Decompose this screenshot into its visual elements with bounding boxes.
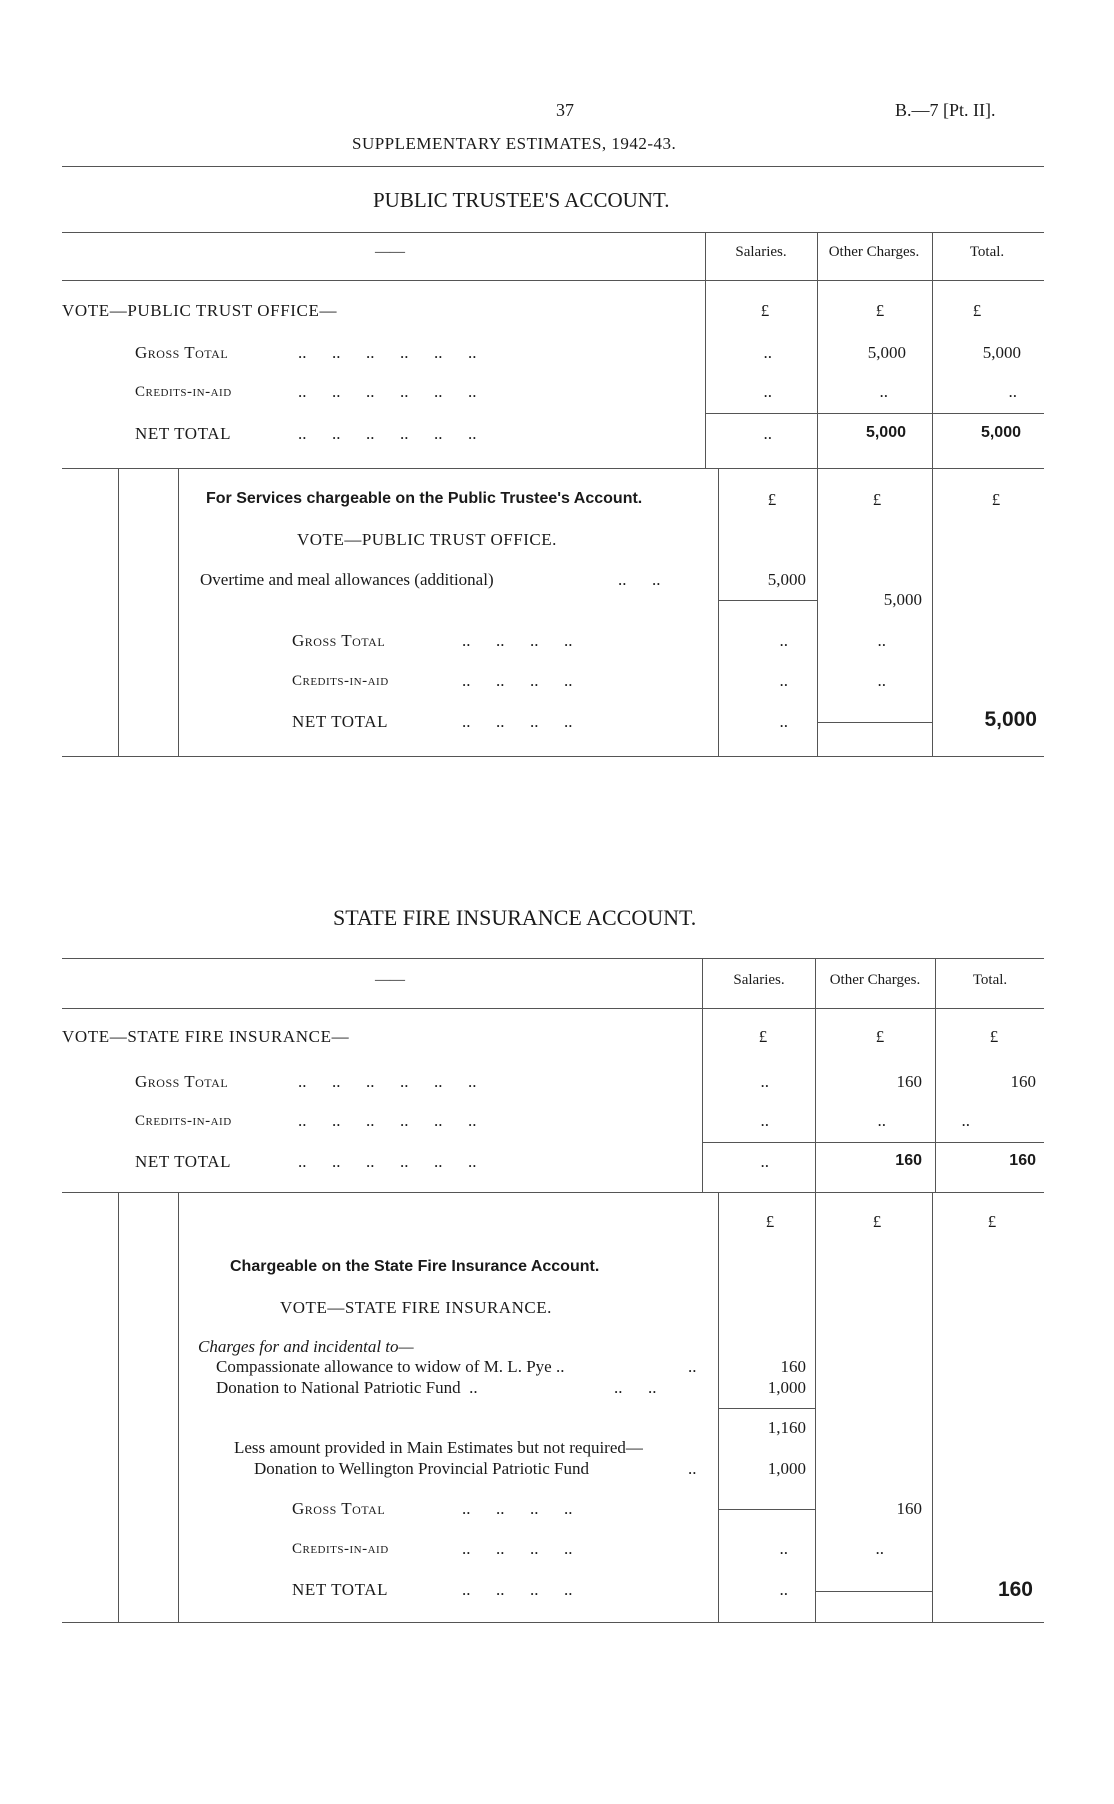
pound-sign: £ [991,490,1001,509]
subtotal-rule [718,1408,815,1409]
column-header-salaries: Salaries. [735,244,787,260]
row-label-credits-in-aid: Credits-in-aid [292,673,389,689]
item-value: 1,000 [767,1378,806,1397]
margin-rule [178,468,179,756]
cell-salaries: .. [760,1152,769,1171]
row-label-credits-in-aid: Credits-in-aid [135,384,232,400]
cell-salaries: .. [763,424,772,443]
dot-leader: .. .. .. .. .. .. [298,343,477,362]
row-label-credits-in-aid: Credits-in-aid [135,1113,232,1129]
dot-leader: .. .. .. .. .. .. [298,1111,477,1130]
row-label-net-total: NET TOTAL [135,1152,232,1171]
net-total-value: 5,000 [984,708,1037,731]
page-title: SUPPLEMENTARY ESTIMATES, 1942-43. [352,134,677,153]
dot-leader: .. .. .. .. [462,1580,573,1599]
dot-leader: .. .. .. .. .. .. [298,382,477,401]
pound-sign: £ [760,301,770,320]
row-label-gross-total: Gross Total [135,1072,229,1091]
dot-leader: .. .. [614,1378,657,1397]
subtotal-rule [718,600,817,601]
row-label-credits-in-aid: Credits-in-aid [292,1541,389,1557]
less-label: Less amount provided in Main Estimates but not required— [234,1438,643,1457]
vote-line: VOTE—PUBLIC TRUST OFFICE— [62,301,338,320]
column-divider [718,468,719,756]
cell-other-charges: 160 [896,1499,922,1518]
net-total-value: 160 [997,1578,1033,1601]
table-top-rule [62,232,1044,233]
total-rule [817,722,932,723]
dot-leader: .. .. .. .. .. .. [298,1152,477,1171]
pound-sign: £ [972,301,982,320]
cell-salaries: .. [763,382,772,401]
charges-intro: Charges for and incidental to— [198,1337,414,1356]
pound-sign: £ [872,1212,882,1231]
cell-total: 5,000 [982,343,1021,362]
cell-salaries: .. [779,1539,788,1558]
cell-other-charges: 160 [896,1072,922,1091]
cell-other-charges: 5,000 [867,343,906,362]
margin-rule [178,1192,179,1622]
pound-sign: £ [872,490,882,509]
cell-other-charges: .. [877,1111,886,1130]
cell-total: 160 [1010,1072,1036,1091]
item-value: 160 [780,1357,806,1376]
detail-vote: VOTE—STATE FIRE INSURANCE. [280,1298,552,1317]
total-rule [702,1142,1044,1143]
pound-sign: £ [875,1027,885,1046]
cell-total: .. [1008,382,1017,401]
section-heading-public-trustee: PUBLIC TRUSTEE'S ACCOUNT. [373,188,670,212]
detail-heading: Chargeable on the State Fire Insurance Account. [230,1258,600,1275]
row-label-net-total: NET TOTAL [135,424,232,443]
column-header-blank: —— [375,244,405,260]
item-value: 5,000 [767,570,806,589]
cell-other-charges: .. [879,382,888,401]
pound-sign: £ [765,1212,775,1231]
header-rule-bottom [62,1008,1044,1009]
pound-sign: £ [987,1212,997,1231]
page-number: 37 [556,100,574,120]
table-top-rule [62,958,1044,959]
dot-leader: .. .. [618,570,661,589]
subtotal-value: 5,000 [883,590,922,609]
column-divider [817,468,818,756]
row-label-net-total: NET TOTAL [292,1580,389,1599]
item-label: Overtime and meal allowances (additional) [200,570,494,589]
pound-sign: £ [758,1027,768,1046]
cell-salaries: .. [760,1111,769,1130]
section-bottom-rule [62,756,1044,757]
subtotal-value: 1,160 [767,1418,806,1437]
section-heading-state-fire: STATE FIRE INSURANCE ACCOUNT. [333,905,697,930]
dot-leader: .. [688,1357,697,1376]
header-rule-bottom [62,280,1044,281]
cell-salaries: .. [779,671,788,690]
detail-vote: VOTE—PUBLIC TRUST OFFICE. [297,530,557,549]
cell-total: 160 [1009,1152,1036,1169]
column-header-salaries: Salaries. [733,972,785,988]
cell-total: .. [961,1111,970,1130]
dot-leader: .. .. .. .. [462,671,573,690]
dot-leader: .. .. .. .. [462,1539,573,1558]
row-label-gross-total: Gross Total [135,343,229,362]
row-label-net-total: NET TOTAL [292,712,389,731]
cell-other-charges: .. [875,1539,884,1558]
pound-sign: £ [767,490,777,509]
column-divider [718,1192,719,1622]
document-reference: B.—7 [Pt. II]. [895,100,996,120]
section-bottom-rule [62,1622,1044,1623]
vote-line: VOTE—STATE FIRE INSURANCE— [62,1027,350,1046]
item-label: Donation to National Patriotic Fund .. [216,1378,478,1397]
column-header-other-charges: Other Charges. [828,244,920,260]
dot-leader: .. .. .. .. [462,712,573,731]
header-rule [62,166,1044,167]
cell-other-charges: 160 [895,1152,922,1169]
dot-leader: .. .. .. .. [462,631,573,650]
cell-other-charges: .. [877,631,886,650]
column-divider [932,1192,933,1622]
dot-leader: .. [688,1459,697,1478]
cell-salaries: .. [760,1072,769,1091]
row-label-gross-total: Gross Total [292,1499,386,1518]
row-label-gross-total: Gross Total [292,631,386,650]
cell-salaries: .. [779,631,788,650]
pound-sign: £ [875,301,885,320]
cell-salaries: .. [763,343,772,362]
total-rule [718,1509,815,1510]
cell-other-charges: .. [877,671,886,690]
column-header-total: Total. [969,244,1005,260]
total-rule [815,1591,932,1592]
cell-salaries: .. [779,712,788,731]
cell-salaries: .. [779,1580,788,1599]
detail-heading: For Services chargeable on the Public Trustee's Account. [206,490,643,507]
cell-other-charges: 5,000 [865,424,906,441]
less-item: Donation to Wellington Provincial Patriotic Fund [254,1459,589,1478]
cell-total: 5,000 [980,424,1021,441]
margin-rule [118,468,119,756]
pound-sign: £ [989,1027,999,1046]
total-rule [705,413,1044,414]
less-value: 1,000 [767,1459,806,1478]
column-header-total: Total. [972,972,1008,988]
item-label: Compassionate allowance to widow of M. L. Pye .. [216,1357,565,1376]
dot-leader: .. .. .. .. .. .. [298,1072,477,1091]
dot-leader: .. .. .. .. .. .. [298,424,477,443]
section-rule [62,1192,1044,1193]
margin-rule [118,1192,119,1622]
column-header-blank: —— [375,972,405,988]
section-rule [62,468,1044,469]
dot-leader: .. .. .. .. [462,1499,573,1518]
column-header-other-charges: Other Charges. [829,972,921,988]
